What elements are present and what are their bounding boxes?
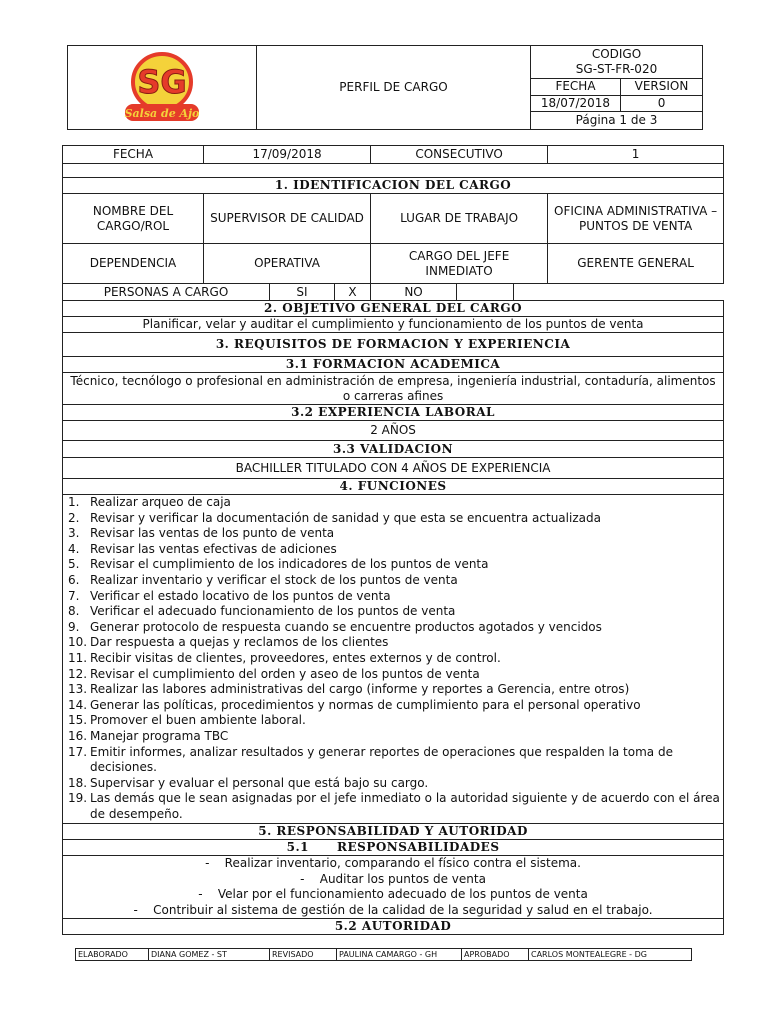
funcion-number: 11. — [68, 650, 88, 665]
si-mark: X — [335, 284, 371, 301]
funcion-item — [68, 573, 720, 589]
funcion-text: Revisar el cumplimiento de los indicadores de los puntos de venta — [90, 557, 489, 572]
nombre-cargo-label: NOMBRE DEL CARGO/ROL — [63, 194, 204, 244]
funcion-item — [68, 557, 720, 573]
funcion-item — [68, 682, 720, 698]
funcion-text: Promover el buen ambiente laboral. — [90, 713, 306, 728]
responsabilidades-list — [63, 856, 724, 919]
approval-footer — [75, 948, 692, 961]
objetivo-text: Planificar, velar y auditar el cumplimiento y funcionamiento de los puntos de venta — [63, 317, 724, 333]
profile-form — [62, 145, 724, 935]
cargo-jefe-value: GERENTE GENERAL — [548, 244, 724, 284]
section-3-2-title: 3.2 EXPERIENCIA LABORAL — [63, 405, 724, 421]
dependencia-label: DEPENDENCIA — [63, 244, 204, 284]
funcion-text: Recibir visitas de clientes, proveedores, entes externos y de control. — [90, 650, 501, 665]
lugar-trabajo-label: LUGAR DE TRABAJO — [371, 194, 548, 244]
section-1-title: 1. IDENTIFICACION DEL CARGO — [63, 178, 724, 194]
funcion-text: Generar las políticas, procedimientos y normas de cumplimiento para el personal operativo — [90, 697, 641, 712]
funcion-text: Supervisar y evaluar el personal que está bajo su cargo. — [90, 775, 429, 790]
revisado-label: REVISADO — [270, 949, 337, 961]
funcion-item — [68, 667, 720, 683]
funcion-number: 13. — [68, 682, 88, 697]
experiencia-text: 2 AÑOS — [63, 421, 724, 441]
funcion-number: 16. — [68, 728, 88, 743]
funcion-number: 1. — [68, 495, 80, 509]
funcion-number: 12. — [68, 666, 88, 681]
funcion-number: 17. — [68, 744, 88, 759]
section-5-2-title: 5.2 AUTORIDAD — [63, 919, 724, 935]
no-mark — [457, 284, 514, 301]
funcion-number: 4. — [68, 541, 80, 556]
svg-text:SG: SG — [137, 62, 187, 101]
funcion-text: Revisar las ventas de los punto de venta — [90, 526, 335, 541]
formacion-text: Técnico, tecnólogo o profesional en administración de empresa, ingeniería industrial, contaduría, alimentos o carreras afines — [63, 373, 724, 405]
funcion-number: 2. — [68, 510, 80, 525]
elaborado-label: ELABORADO — [76, 949, 149, 961]
section-3-3-title: 3.3 VALIDACION — [63, 441, 724, 458]
si-label: SI — [270, 284, 335, 301]
funcion-item — [68, 526, 720, 542]
no-label: NO — [371, 284, 457, 301]
section-2-title: 2. OBJETIVO GENERAL DEL CARGO — [63, 301, 724, 317]
version-label: VERSION — [621, 79, 703, 95]
funcion-text: Generar protocolo de respuesta cuando se encuentre productos agotados y vencidos — [90, 619, 602, 634]
funcion-number: 9. — [68, 619, 80, 634]
funcion-text: Verificar el adecuado funcionamiento de los puntos de venta — [90, 604, 456, 619]
funcion-text: Emitir informes, analizar resultados y generar reportes de operaciones que respalden la toma de decisiones. — [90, 744, 673, 775]
personas-a-cargo-label: PERSONAS A CARGO — [63, 284, 270, 301]
funcion-item — [68, 713, 720, 729]
responsabilidad-item: - Auditar los puntos de venta — [300, 871, 486, 886]
funcion-item — [68, 620, 720, 636]
funcion-item — [68, 651, 720, 667]
funcion-item — [68, 698, 720, 714]
revisado-value: PAULINA CAMARGO - GH — [337, 949, 462, 961]
validacion-text: BACHILLER TITULADO CON 4 AÑOS DE EXPERIENCIA — [63, 458, 724, 479]
spacer-row — [63, 164, 724, 178]
section-4-title: 4. FUNCIONES — [63, 479, 724, 495]
funcion-number: 3. — [68, 526, 80, 541]
section-3-title: 3. REQUISITOS DE FORMACION Y EXPERIENCIA — [63, 333, 724, 357]
funcion-item — [68, 745, 720, 776]
nombre-cargo-value: SUPERVISOR DE CALIDAD — [204, 194, 371, 244]
fecha-label: FECHA — [531, 79, 621, 95]
funcion-item — [68, 791, 720, 822]
funcion-number: 14. — [68, 697, 88, 712]
company-logo — [68, 46, 257, 130]
funcion-text: Manejar programa TBC — [90, 728, 229, 743]
cargo-jefe-label: CARGO DEL JEFE INMEDIATO — [371, 244, 548, 284]
funcion-text: Realizar las labores administrativas del cargo (informe y reportes a Gerencia, entre otros) — [90, 682, 630, 697]
funcion-item — [68, 729, 720, 745]
salsa-de-ajo-logo — [107, 49, 217, 127]
funcion-item — [68, 589, 720, 605]
responsabilidad-item: - Realizar inventario, comparando el físico contra el sistema. — [205, 856, 581, 871]
lugar-trabajo-value: OFICINA ADMINISTRATIVA – PUNTOS DE VENTA — [548, 194, 724, 244]
version-value: 0 — [621, 95, 703, 111]
dependencia-value: OPERATIVA — [204, 244, 371, 284]
funcion-item — [68, 776, 720, 792]
empty-cell — [514, 284, 724, 301]
funcion-number: 15. — [68, 713, 88, 728]
section-5-1-title: 5.1 RESPONSABILIDADES — [63, 840, 724, 856]
funcion-number: 7. — [68, 588, 80, 603]
section-3-1-title: 3.1 FORMACION ACADEMICA — [63, 357, 724, 373]
funcion-number: 8. — [68, 604, 80, 619]
funcion-number: 10. — [68, 635, 88, 650]
codigo-cell: CODIGO SG-ST-FR-020 — [531, 46, 703, 79]
consecutivo-value: 1 — [548, 146, 724, 164]
funcion-text: Realizar arqueo de caja — [90, 495, 231, 509]
page-number: Página 1 de 3 — [531, 111, 703, 129]
funcion-number: 5. — [68, 557, 80, 572]
aprobado-value: CARLOS MONTEALEGRE - DG — [529, 949, 692, 961]
fecha-value: 18/07/2018 — [531, 95, 621, 111]
funcion-number: 6. — [68, 572, 80, 587]
funcion-text: Las demás que le sean asignadas por el jefe inmediato o la autoridad siguiente y de acuerdo con el área de desempeño. — [90, 791, 720, 821]
funcion-text: Verificar el estado locativo de los puntos de venta — [90, 588, 391, 603]
consecutivo-label: CONSECUTIVO — [371, 146, 548, 164]
funcion-item — [68, 635, 720, 651]
responsabilidad-item: - Contribuir al sistema de gestión de la calidad de la seguridad y salud en el trabajo. — [133, 902, 653, 917]
document-header — [67, 45, 703, 130]
funcion-item — [68, 542, 720, 558]
funcion-text: Revisar y verificar la documentación de sanidad y que esta se encuentra actualizada — [90, 510, 601, 525]
section-5-title: 5. RESPONSABILIDAD Y AUTORIDAD — [63, 824, 724, 840]
funcion-text: Revisar las ventas efectivas de adiciones — [90, 541, 337, 556]
document-title: PERFIL DE CARGO — [257, 46, 531, 130]
funcion-text: Realizar inventario y verificar el stock de los puntos de venta — [90, 572, 458, 587]
fecha-value: 17/09/2018 — [204, 146, 371, 164]
responsabilidad-item: - Velar por el funcionamiento adecuado de los puntos de venta — [198, 887, 588, 902]
elaborado-value: DIANA GOMEZ - ST — [149, 949, 270, 961]
svg-text:Salsa de Ajo: Salsa de Ajo — [124, 106, 200, 120]
funcion-text: Dar respuesta a quejas y reclamos de los clientes — [90, 635, 389, 650]
aprobado-label: APROBADO — [462, 949, 529, 961]
funcion-number: 18. — [68, 775, 88, 790]
funciones-list — [63, 495, 724, 824]
funcion-item — [68, 495, 720, 511]
funcion-text: Revisar el cumplimiento del orden y aseo de los puntos de venta — [90, 666, 480, 681]
funcion-item — [68, 511, 720, 527]
funcion-number: 19. — [68, 791, 88, 806]
fecha-label: FECHA — [63, 146, 204, 164]
funcion-item — [68, 604, 720, 620]
